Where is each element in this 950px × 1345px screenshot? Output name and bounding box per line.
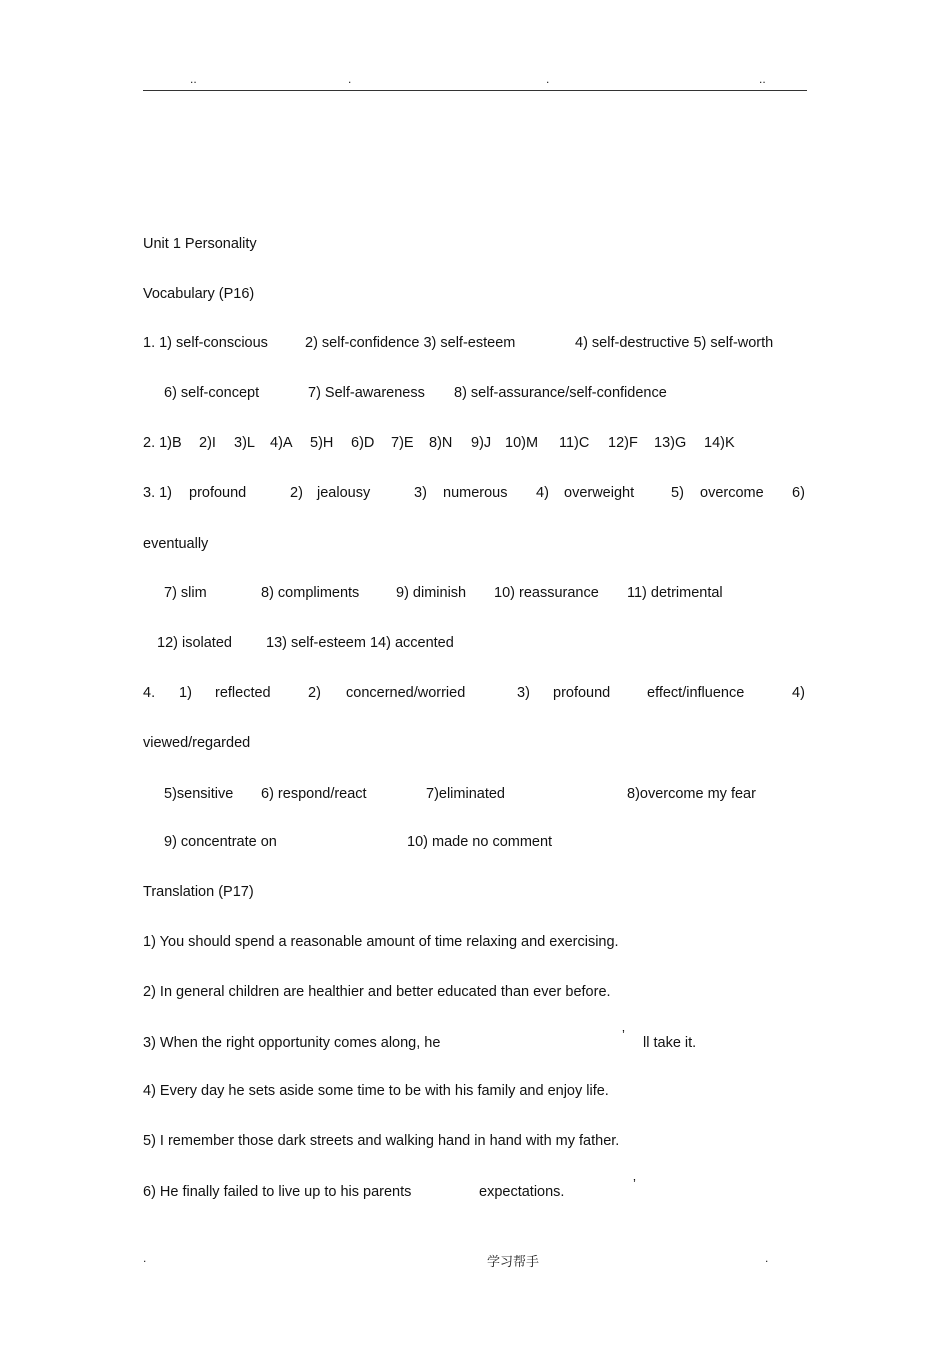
ex4-item: 1) xyxy=(179,685,192,701)
translation-sentence: 1) You should spend a reasonable amount of time relaxing and exercising. xyxy=(143,934,619,950)
ex4-item: effect/influence xyxy=(647,685,745,701)
ex3-item: 12) isolated xyxy=(157,635,232,651)
header-mark: .. xyxy=(190,72,197,86)
ex2-item: 9)J xyxy=(471,435,492,451)
translation-sentence-tail: expectations. xyxy=(479,1184,565,1200)
translation-sentence: 6) He finally failed to live up to his parents xyxy=(143,1184,412,1200)
ex1-item: 6) self-concept xyxy=(164,385,260,401)
ex4-item: 7)eliminated xyxy=(426,786,505,802)
ex1-item: 2) self-confidence 3) self-esteem xyxy=(305,335,516,351)
ex1-item: 1. 1) self-conscious xyxy=(143,335,268,351)
ex2-item: 2)I xyxy=(199,435,216,451)
ex3-item: 11) detrimental xyxy=(627,585,723,601)
ex4-item: 3) xyxy=(517,685,530,701)
ex2-item: 3)L xyxy=(234,435,255,451)
ex4-item: reflected xyxy=(215,685,271,701)
ex3-item: 3. 1) xyxy=(143,485,173,501)
ex2-item: 12)F xyxy=(608,435,638,451)
ex4-item: 6) respond/react xyxy=(261,786,367,802)
apostrophe-mark: ’ xyxy=(622,1027,625,1042)
ex2-item: 11)C xyxy=(559,435,590,451)
vocabulary-heading: Vocabulary (P16) xyxy=(143,286,255,302)
translation-sentence: 5) I remember those dark streets and walking hand in hand with my father. xyxy=(143,1133,620,1149)
apostrophe-mark: ’ xyxy=(633,1176,636,1191)
header-mark: . xyxy=(546,72,550,86)
unit-title: Unit 1 Personality xyxy=(143,236,257,252)
ex3-item: overweight xyxy=(564,485,635,501)
footer-right-mark: . xyxy=(765,1251,769,1265)
ex4-item: 4. xyxy=(143,685,156,701)
ex4-item: 9) concentrate on xyxy=(164,834,277,850)
ex2-item: 4)A xyxy=(270,435,293,451)
ex3-item: 6) xyxy=(792,485,805,501)
translation-sentence: 4) Every day he sets aside some time to be with his family and enjoy life. xyxy=(143,1083,609,1099)
translation-sentence: 2) In general children are healthier and better educated than ever before. xyxy=(143,984,611,1000)
ex3-item: jealousy xyxy=(317,485,371,501)
ex4-item: viewed/regarded xyxy=(143,735,251,751)
header-mark: . xyxy=(348,72,352,86)
ex2-item: 10)M xyxy=(505,435,539,451)
ex4-item: 2) xyxy=(308,685,321,701)
ex2-item: 13)G xyxy=(654,435,687,451)
translation-sentence: 3) When the right opportunity comes along, he xyxy=(143,1035,441,1051)
ex4-item: 5)sensitive xyxy=(164,786,234,802)
ex1-item: 8) self-assurance/self-confidence xyxy=(454,385,667,401)
ex1-item: 4) self-destructive 5) self-worth xyxy=(575,335,774,351)
ex3-item: 8) compliments xyxy=(261,585,360,601)
ex2-item: 6)D xyxy=(351,435,375,451)
ex4-item: 8)overcome my fear xyxy=(627,786,756,802)
ex2-item: 5)H xyxy=(310,435,334,451)
ex2-item: 7)E xyxy=(391,435,414,451)
ex4-item: profound xyxy=(553,685,611,701)
ex4-item: 10) made no comment xyxy=(407,834,553,850)
header-rule xyxy=(143,90,807,91)
footer-center-label: 学习帮手 xyxy=(487,1255,540,1270)
ex4-item: 4) xyxy=(792,685,805,701)
ex2-item: 8)N xyxy=(429,435,453,451)
footer-left-mark: . xyxy=(143,1251,147,1265)
ex3-item: eventually xyxy=(143,536,209,552)
ex3-item: 3) xyxy=(414,485,427,501)
ex3-item: overcome xyxy=(700,485,764,501)
ex3-item: 5) xyxy=(671,485,684,501)
ex3-item: 7) slim xyxy=(164,585,207,601)
ex3-item: 10) reassurance xyxy=(494,585,599,601)
translation-heading: Translation (P17) xyxy=(143,884,254,900)
ex3-item: 13) self-esteem 14) accented xyxy=(266,635,454,651)
ex3-item: numerous xyxy=(443,485,508,501)
ex2-item: 2. 1)B xyxy=(143,435,182,451)
ex1-item: 7) Self-awareness xyxy=(308,385,425,401)
ex2-item: 14)K xyxy=(704,435,735,451)
header-mark: .. xyxy=(759,72,766,86)
ex3-item: profound xyxy=(189,485,247,501)
ex4-item: concerned/worried xyxy=(346,685,466,701)
ex3-item: 2) xyxy=(290,485,303,501)
translation-sentence-tail: ll take it. xyxy=(643,1035,697,1051)
ex3-item: 9) diminish xyxy=(396,585,467,601)
ex3-item: 4) xyxy=(536,485,549,501)
